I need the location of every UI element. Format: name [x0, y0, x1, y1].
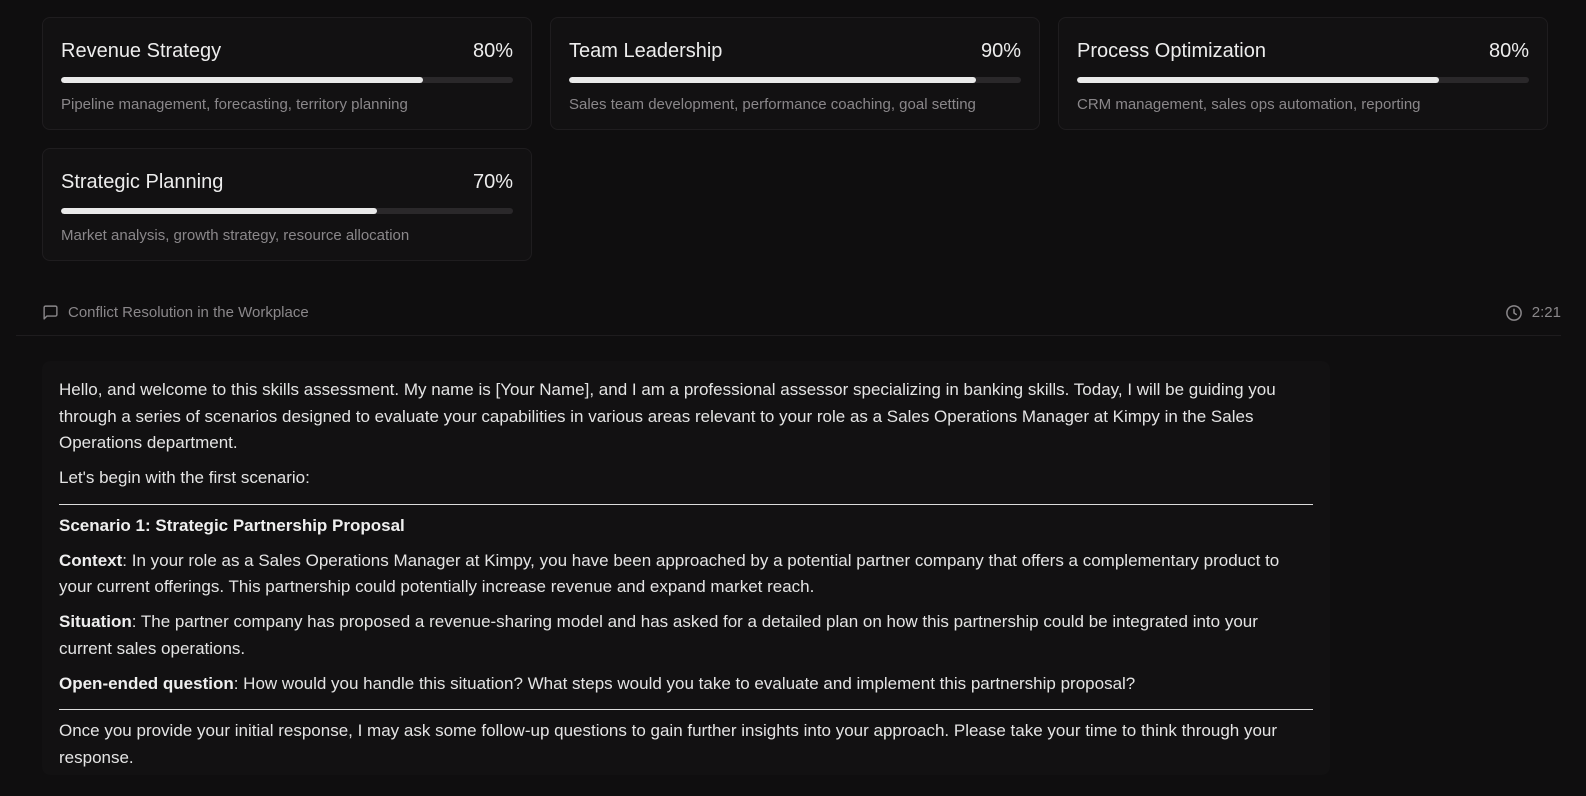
message-square-icon [42, 304, 59, 321]
skill-description: Pipeline management, forecasting, territory planning [61, 96, 408, 113]
scenario-situation [59, 609, 1313, 662]
divider [59, 709, 1313, 710]
skill-header [61, 40, 513, 63]
skill-name: Team Leadership [569, 40, 723, 62]
skill-progress-track [569, 77, 1021, 83]
skill-progress-track [61, 77, 513, 83]
skill-description: Market analysis, growth strategy, resource allocation [61, 227, 410, 244]
assessor-message [42, 361, 1330, 775]
skill-progress-fill [569, 77, 976, 83]
message-begin: Let's begin with the first scenario: [59, 468, 310, 487]
session-timer [1505, 304, 1561, 322]
skill-percent: 80% [472, 40, 513, 62]
session-header [16, 290, 1561, 336]
divider [59, 504, 1313, 505]
skill-header [569, 40, 1021, 63]
skill-progress-track [1077, 77, 1529, 83]
session-title: Conflict Resolution in the Workplace [68, 304, 309, 321]
scenario-title [59, 513, 1313, 540]
question-label: Open-ended question [59, 673, 234, 693]
skill-name: Revenue Strategy [61, 40, 222, 62]
skill-header [1077, 40, 1529, 63]
session-topic [42, 304, 309, 321]
scenario-context [59, 548, 1313, 601]
context-label: Context [59, 550, 123, 570]
skill-header [61, 171, 513, 194]
skill-description: CRM management, sales ops automation, reporting [1077, 96, 1421, 113]
skill-progress-fill [61, 77, 423, 83]
skill-description: Sales team development, performance coaching, goal setting [569, 96, 976, 113]
situation-text: : The partner company has proposed a revenue-sharing model and has asked for a detailed plan on how this partnership could be integrated into your current sales operations. [59, 612, 1258, 658]
skill-card-team-leadership [550, 17, 1040, 130]
skills-grid [42, 17, 1561, 261]
scenario-title-text: Scenario 1: Strategic Partnership Proposal [59, 515, 405, 535]
message-closing: Once you provide your initial response, I may ask some follow-up questions to gain further insights into your approach. Please take your time to think through your response. [59, 721, 1278, 767]
skill-progress-track [61, 208, 513, 214]
message-intro: Hello, and welcome to this skills assessment. My name is [Your Name], and I am a professional assessor specializing in banking skills. Today, I will be guiding you through a series of scenarios designed to evaluate your capabilities in various areas relevant to your role as a Sales Operations Manager at Kimpy in the Sales Operations department. [59, 380, 1276, 452]
skill-name: Strategic Planning [61, 171, 224, 193]
skill-card-process-optimization [1058, 17, 1548, 130]
clock-icon [1505, 304, 1523, 322]
skill-progress-fill [61, 208, 377, 214]
skill-progress-fill [1077, 77, 1439, 83]
scenario-question [59, 671, 1313, 698]
skill-percent: 70% [472, 171, 513, 193]
skill-card-revenue-strategy [42, 17, 532, 130]
skill-percent: 90% [980, 40, 1021, 62]
session-time: 2:21 [1531, 304, 1561, 321]
skill-percent: 80% [1488, 40, 1529, 62]
skill-card-strategic-planning [42, 148, 532, 261]
question-text: : How would you handle this situation? What steps would you take to evaluate and implement this partnership proposal? [233, 673, 1136, 693]
context-text: : In your role as a Sales Operations Manager at Kimpy, you have been approached by a potential partner company that offers a complementary product to your current offerings. This partnership could potentially increase revenue and expand market reach. [59, 550, 1280, 596]
skill-name: Process Optimization [1077, 40, 1266, 62]
situation-label: Situation [59, 612, 132, 631]
